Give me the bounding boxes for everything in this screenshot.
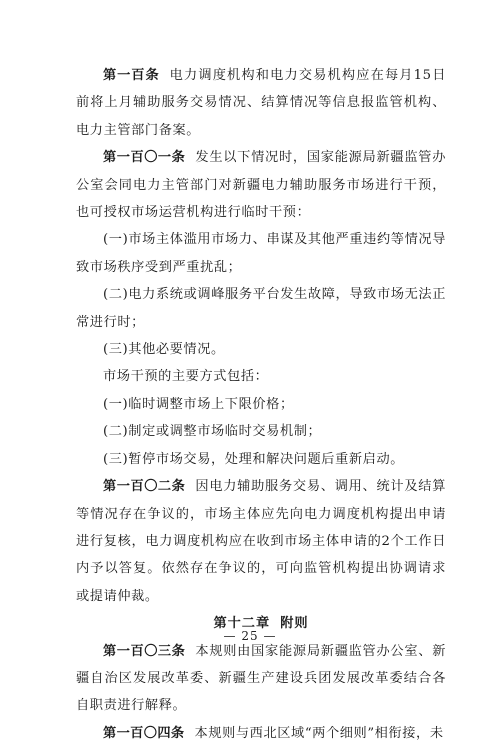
article-104 (76, 720, 446, 747)
article-101-item-2: (二)电力系统或调峰服务平台发生故障，导致市场无法正常进行时； (76, 287, 446, 330)
article-103-text: 本规则由国家能源局新疆监管办公室、新疆自治区发展改革委、新疆生产建设兵团发展改革委结合各自职责进行解释。 (76, 643, 446, 714)
article-101-item-1: (一)市场主体滥用市场力、串谋及其他严重违约等情况导致市场秩序受到严重扰乱； (76, 232, 446, 275)
article-102-text: 因电力辅助服务交易、调用、统计及结算等情况存在争议的，市场主体应先向电力调度机构提出申请进行复核，电力调度机构应在收到市场主体申请的2个工作日内予以答复。依然存在争议的，可向监管机构提出协调请求或提请仲裁。 (76, 479, 446, 604)
article-101-item-3: (三)其他必要情况。 (103, 342, 225, 358)
page-number: — 25 — (223, 629, 277, 643)
article-101-methods-intro: 市场干预的主要方式包括： (103, 369, 269, 385)
article-101 (76, 144, 446, 226)
article-100-text: 电力调度机构和电力交易机构应在每月15日前将上月辅助服务交易情况、结算情况等信息报监管机构、电力主管部门备案。 (76, 68, 446, 138)
article-102 (76, 473, 446, 610)
article-101-method-3: (三)暂停市场交易，处理和解决问题后重新启动。 (103, 451, 405, 467)
article-101-method-2: (二)制定或调整市场临时交易机制； (103, 424, 322, 440)
article-100 (76, 62, 446, 144)
article-103 (76, 638, 446, 720)
article-101-label: 第一百〇一条 (103, 150, 186, 166)
article-101-text: 发生以下情况时，国家能源局新疆监管办公室会同电力主管部门对新疆电力辅助服务市场进行干预，也可授权市场运营机构进行临时干预： (76, 150, 446, 221)
article-102-label: 第一百〇二条 (103, 479, 186, 495)
page-content (76, 62, 446, 747)
article-104-label: 第一百〇四条 (103, 725, 185, 741)
article-104-text: 本规则与西北区域“两个细则”相衔接，未 (194, 725, 444, 741)
article-100-label: 第一百条 (103, 68, 160, 83)
article-101-method-1: (一)临时调整市场上下限价格； (103, 396, 294, 412)
article-103-label: 第一百〇三条 (103, 643, 186, 659)
chapter-title: 附则 (280, 616, 309, 632)
chapter-number: 第十二章 (213, 616, 271, 632)
